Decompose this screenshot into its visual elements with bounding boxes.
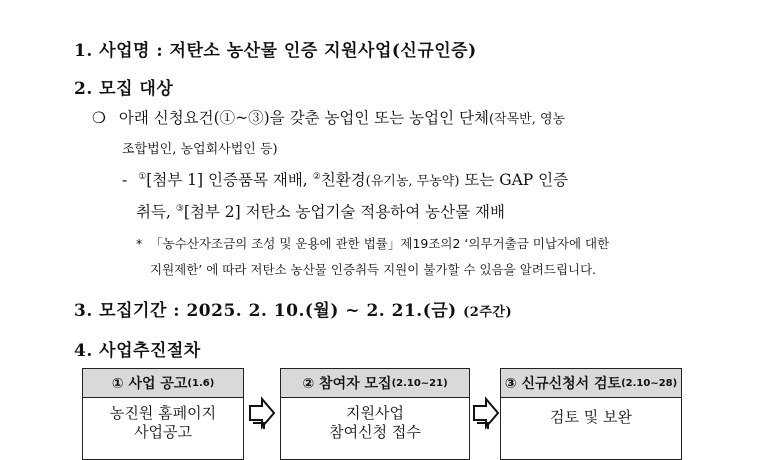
dash-mark: - [122,171,128,189]
section-1-number: 1. [74,41,93,61]
note-text-1: 「농수산자조금의 조성 및 운용에 관한 법률」제19조의2 ‘의무거출금 미납자에 대한 [150,236,610,251]
process-step-3-title: ③ 신규신청서 검토 [504,376,622,392]
requirement-line-1 [122,168,568,190]
req-1-text: [첨부 1] 인증품목 재배, [146,171,308,189]
note-mark: * [136,236,143,251]
section-3-text: 모집기간 : 2025. 2. 10.(월) ~ 2. 21.(금) [99,301,457,321]
process-step-1-head [83,369,243,398]
section-4-number: 4. [74,341,93,361]
note-text-2: 지원제한’ 에 따라 저탄소 농산물 인증취득 지원이 불가할 수 있음을 알려드립니다. [150,262,597,277]
section-4-title: 사업추진절차 [99,341,201,361]
process-step-3-date: (2.10~28) [621,377,678,389]
req-2-detail: (유기농, 무농약) [365,174,460,189]
req-2-marker: ② [312,172,321,182]
process-step-2-date: (2.10~21) [391,377,448,389]
target-group-examples-cont: 조합법인, 농업회사법인 등) [122,142,278,157]
target-group-examples: (작목반, 영농 [488,112,566,127]
section-3-number: 3. [74,301,93,321]
section-3-suffix: (2주간) [463,305,513,320]
req-3-text: [첨부 2] 저탄소 농업기술 적용하여 농산물 재배 [183,203,505,221]
arrow-right-icon [472,396,500,430]
arrow-right-icon [248,396,276,430]
process-step-2-title: ② 참여자 모집 [302,376,392,392]
target-line-1 [92,106,565,128]
process-step-2-line1: 지원사업 [346,404,404,422]
process-step-1-title: ① 사업 공고 [111,376,188,392]
process-step-3-head [501,369,681,398]
process-step-2-line2: 참여신청 접수 [329,423,421,441]
req-2-tail: 또는 GAP 인증 [464,171,569,189]
target-line-2 [122,138,278,157]
note-line-1 [136,234,609,252]
process-step-1-body [83,398,243,442]
req-2-line2: 취득, [136,203,171,221]
process-step-2 [280,368,470,460]
process-step-1 [82,368,244,460]
process-step-3-line1: 검토 및 보완 [550,408,632,426]
req-3-marker: ③ [175,204,184,214]
section-3 [74,296,512,321]
requirement-line-2 [136,200,505,222]
process-step-3-body [501,398,681,427]
req-1-marker: ① [138,172,147,182]
section-2-number: 2. [74,79,93,99]
section-1-text: 사업명 : 저탄소 농산물 인증 지원사업(신규인증) [99,41,477,61]
req-2-text: 친환경 [320,171,366,189]
section-4-heading [74,336,201,361]
section-2-title: 모집 대상 [99,79,174,99]
process-step-1-date: (1.6) [187,377,215,389]
process-step-1-line1: 농진원 홈페이지 [109,404,217,422]
note-line-2 [150,260,596,278]
process-step-1-line2: 사업공고 [134,423,192,441]
process-step-3 [500,368,682,460]
process-step-2-body [281,398,469,442]
target-main-text: 아래 신청요건(①~③)을 갖춘 농업인 또는 농업인 단체 [118,109,489,127]
section-2-heading [74,74,173,99]
bullet-icon: ❍ [92,109,106,127]
section-1 [74,36,477,61]
process-step-2-head [281,369,469,398]
